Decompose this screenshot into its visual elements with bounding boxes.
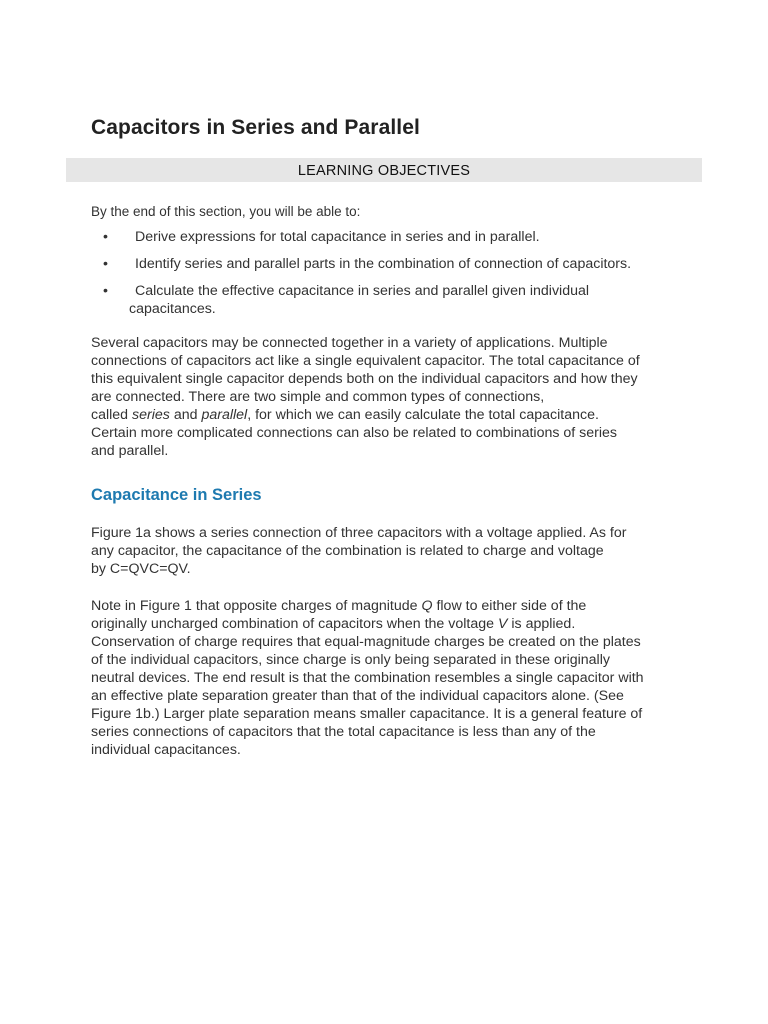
objectives-intro: By the end of this section, you will be able to: [91,204,361,219]
series-paragraph [91,524,691,578]
paragraph-line: individual capacitances. [91,742,241,758]
paragraph-text: called [91,407,133,423]
paragraph-text: and [169,407,202,423]
charge-symbol: Q [421,598,433,614]
parallel-term: parallel [201,407,248,423]
paragraph-line: Several capacitors may be connected together in a variety of applications. Multiple [91,335,608,351]
paragraph-line: series connections of capacitors that the total capacitance is less than any of the [91,724,596,740]
objective-text: Calculate the effective capacitance in series and parallel given individual [135,283,590,299]
objective-text: Identify series and parallel parts in the combination of connection of capacitors. [135,256,632,272]
formula-line: by C=QVC=QV. [91,561,191,577]
paragraph-line: an effective plate separation greater than that of the individual capacitors alone. (See [91,688,624,704]
objective-text: Derive expressions for total capacitance in series and in parallel. [135,229,540,245]
paragraph-text: Note in Figure 1 that opposite charges of magnitude [91,598,422,614]
paragraph-text: originally uncharged combination of capacitors when the voltage [91,616,498,632]
list-item [91,282,671,318]
bullet-icon: • [103,256,108,272]
section-heading: Capacitance in Series [91,486,262,504]
objective-text-continued: capacitances. [129,301,216,317]
paragraph-text: is applied. [507,616,576,632]
intro-paragraph [91,334,691,460]
paragraph-line: any capacitor, the capacitance of the combination is related to charge and voltage [91,543,604,559]
paragraph-line: connections of capacitors act like a single equivalent capacitor. The total capacitance of [91,353,640,369]
paragraph-line: Figure 1b.) Larger plate separation means smaller capacitance. It is a general feature of [91,706,643,722]
paragraph-text: flow to either side of the [432,598,587,614]
paragraph-line: this equivalent single capacitor depends both on the individual capacitors and how they [91,371,638,387]
objectives-list [91,228,671,327]
learning-objectives-header: LEARNING OBJECTIVES [66,158,702,182]
paragraph-line: of the individual capacitors, since charge is only being separated in these originally [91,652,610,668]
paragraph-line: Figure 1a shows a series connection of three capacitors with a voltage applied. As for [91,525,627,541]
list-item [91,255,671,273]
paragraph-line: neutral devices. The end result is that the combination resembles a single capacitor with [91,670,644,686]
page-title: Capacitors in Series and Parallel [91,116,420,139]
paragraph-line: Conservation of charge requires that equal-magnitude charges be created on the plates [91,634,641,650]
bullet-icon: • [103,283,108,299]
paragraph-line: are connected. There are two simple and common types of connections, [91,389,545,405]
paragraph-line: and parallel. [91,443,169,459]
list-item [91,228,671,246]
paragraph-text: , for which we can easily calculate the total capacitance. [247,407,599,423]
voltage-symbol: V [497,616,508,632]
series-term: series [132,407,170,423]
note-paragraph [91,597,691,759]
bullet-icon: • [103,229,108,245]
paragraph-line: Certain more complicated connections can also be related to combinations of series [91,425,618,441]
